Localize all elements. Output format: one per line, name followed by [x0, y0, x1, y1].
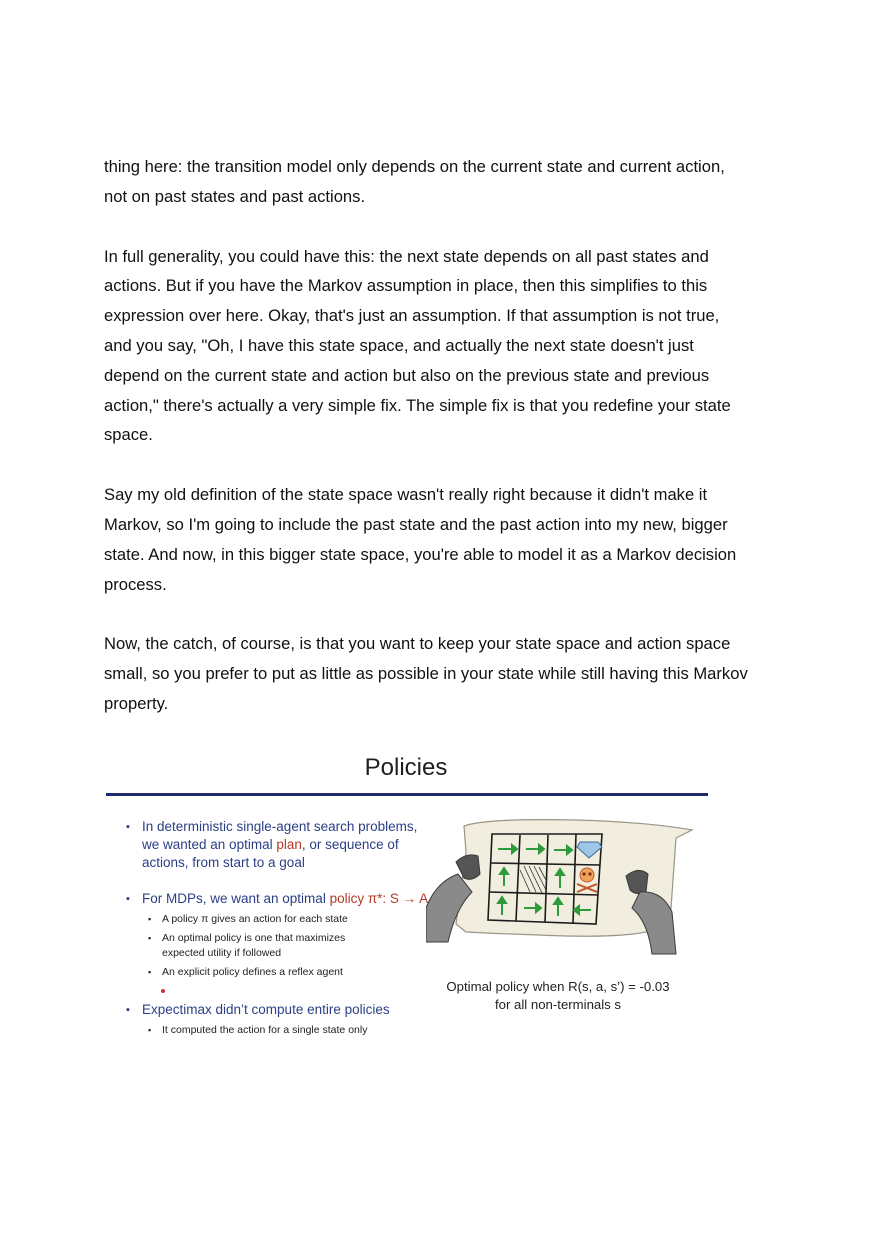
text-line: property.	[104, 693, 169, 713]
text-line: Say my old definition of the state space wasn't really right because it didn't make it	[104, 485, 708, 505]
bullet-line: actions, from start to a goal	[142, 855, 305, 870]
paragraph	[104, 242, 784, 451]
bullet-expectimax	[124, 1001, 444, 1019]
sub-bullet	[124, 931, 444, 961]
bullet-line: ▪ In deterministic single-agent search problems,	[142, 819, 418, 834]
sub-bullet-line: ▪ An explicit policy defines a reflex agent	[162, 966, 343, 978]
text-line: thing here: the transition model only depends on the current state and current action,	[104, 157, 725, 176]
sub-bullet	[124, 965, 444, 980]
paragraph	[104, 629, 784, 718]
paragraph	[104, 480, 784, 599]
figure-caption	[424, 978, 692, 1014]
highlight-text: plan	[276, 837, 302, 852]
bullet-text: For MDPs, we want an optimal	[142, 891, 330, 906]
text-line: action," there's actually a very simple fix. The simple fix is that you redefine your state	[104, 395, 731, 415]
policies-slide	[104, 750, 704, 1070]
text-line: small, so you prefer to put as little as possible in your state while still having this Markov	[104, 664, 748, 684]
text-line: state. And now, in this bigger state space, you're able to model it as a Markov decision	[104, 544, 737, 564]
text-line: space.	[104, 425, 153, 445]
sub-bullet	[124, 1023, 444, 1038]
paragraph	[104, 152, 784, 212]
text-line: actions. But if you have the Markov assumption in place, then this simplifies to this	[104, 276, 708, 296]
caption-line: Optimal policy when R(s, a, s’) = -0.03	[446, 979, 670, 994]
text-line: depend on the current state and action but also on the previous state and previous	[104, 365, 710, 385]
text-line: process.	[104, 574, 167, 594]
text-line: not on past states and past actions.	[104, 186, 366, 206]
bullet-line	[142, 836, 444, 854]
bullet-deterministic-search	[124, 818, 444, 872]
body-text	[104, 152, 784, 749]
text-line: expression over here. Okay, that's just an assumption. If that assumption is not true,	[104, 306, 720, 326]
text-line: and you say, "Oh, I have this state space, and actually the next state doesn't just	[104, 335, 694, 355]
bullet-line: ▪ Expectimax didn’t compute entire policies	[142, 1002, 390, 1017]
text-line: Now, the catch, of course, is that you want to keep your state space and action space	[104, 634, 731, 654]
sub-bullet-line: ▪ An optimal policy is one that maximizes	[162, 932, 346, 944]
slide-title: Policies	[364, 754, 448, 781]
sub-bullet-line: ▪ It computed the action for a single state only	[162, 1024, 368, 1036]
stray-mark	[161, 989, 165, 993]
robot-holding-map-illustration	[426, 812, 698, 962]
sub-bullet-line: expected utility if followed	[162, 947, 282, 959]
sub-bullet	[124, 912, 444, 927]
bullet-text: , or sequence of	[301, 837, 399, 852]
bullet-text: we wanted an optimal	[142, 837, 277, 852]
title-rule	[106, 793, 708, 796]
bullet-line	[142, 890, 444, 908]
highlight-text: policy π*: S → A	[329, 891, 429, 906]
text-line: In full generality, you could have this: the next state depends on all past states and	[104, 246, 709, 266]
caption-line: for all non-terminals s	[494, 997, 622, 1012]
bullet-list	[124, 818, 444, 1038]
text-line: Markov, so I'm going to include the past state and the past action into my new, bigger	[104, 514, 728, 534]
bullet-mdp-policy	[124, 890, 444, 908]
sub-bullet-line: ▪ A policy π gives an action for each state	[162, 913, 348, 925]
